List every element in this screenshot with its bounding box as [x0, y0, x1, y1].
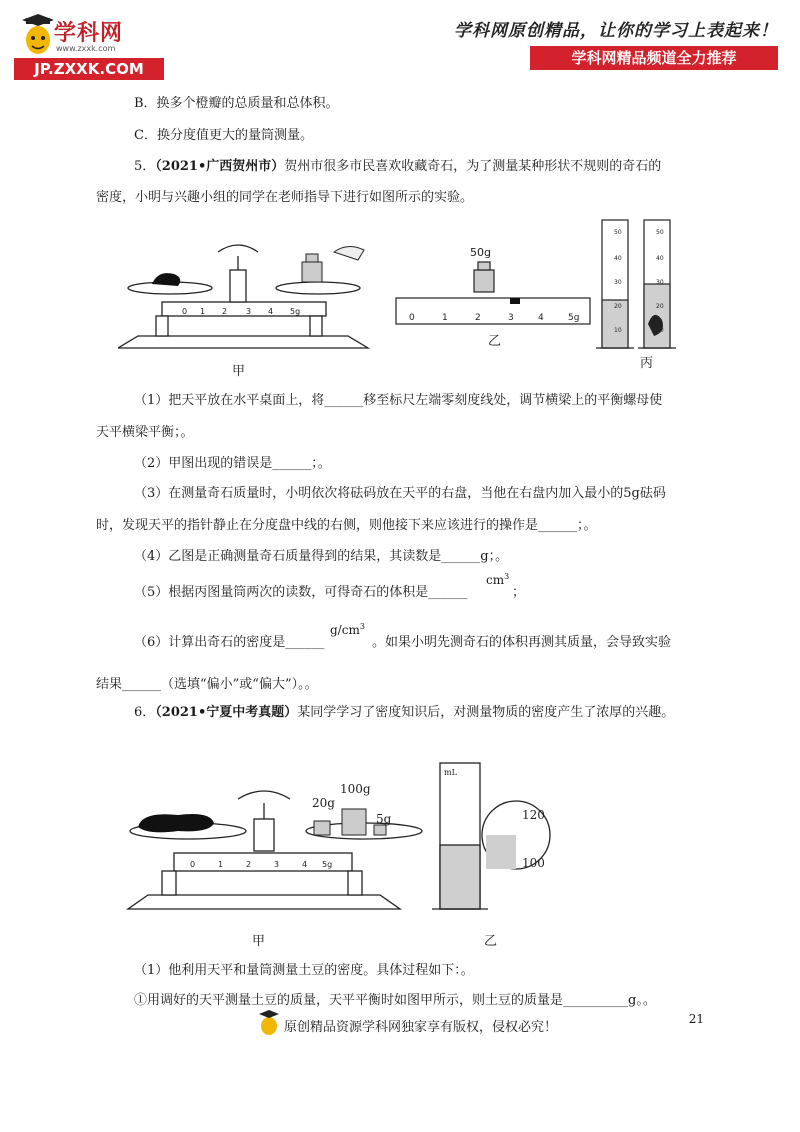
yi-scale-4: 4 — [538, 313, 544, 323]
svg-text:2: 2 — [246, 860, 252, 869]
q5-part5-sep: ； — [512, 585, 526, 600]
logo-url-bar: JP.ZXXK.COM — [14, 58, 164, 80]
question-6-number: 6． — [134, 705, 156, 720]
unit-cm3: $cm^3$ — [486, 572, 510, 587]
question-5-text: 贺州市很多市民喜欢收藏奇石，为了测量某种形状不规则的奇石的 — [284, 159, 662, 174]
option-c: C．换分度值更大的量筒测量。 — [134, 128, 313, 143]
question-6-line1 — [134, 704, 674, 722]
svg-text:30: 30 — [656, 279, 664, 286]
yi-weight-label: 50g — [470, 246, 491, 259]
cylinders-bing — [596, 220, 676, 348]
yi-scale-2: 2 — [475, 313, 481, 323]
svg-text:10: 10 — [614, 327, 622, 334]
option-b: B．换多个橙瓣的总质量和总体积。 — [134, 96, 339, 111]
yi-scale-0: 0 — [409, 313, 415, 323]
ruler-yi — [396, 262, 590, 324]
q5-part1-line2: 天平横梁平衡；。 — [96, 425, 194, 440]
jia-scale-2: 2 — [222, 307, 228, 316]
potato-shape — [138, 814, 214, 832]
q5-part4: （4）乙图是正确测量奇石质量得到的结果，其读数是______g；。 — [134, 549, 509, 564]
zoom-120: 120 — [522, 808, 545, 822]
svg-text:20: 20 — [614, 303, 622, 310]
rider — [510, 298, 520, 304]
balance-jia — [118, 245, 368, 348]
q6-part1: （1）他利用天平和量筒测量土豆的密度。具体过程如下：。 — [134, 963, 474, 978]
weight-block — [302, 262, 322, 282]
logo-text: 学科网 — [54, 21, 124, 46]
unit-gcm3: $g/cm^3$ — [330, 622, 365, 637]
figure-6-diagram — [118, 755, 578, 925]
svg-text:30: 30 — [614, 279, 622, 286]
q5-part3-line2: 时，发现天平的指针静止在分度盘中线的右侧，则他接下来应该进行的操作是______；。 — [96, 518, 597, 533]
svg-text:3: 3 — [274, 860, 280, 869]
jia-scale-1: 1 — [200, 307, 206, 316]
jia-scale-5g: 5g — [290, 307, 301, 316]
svg-text:20: 20 — [656, 303, 664, 310]
footer-text: 原创精品资源学科网独家享有版权，侵权必究！ — [284, 1020, 558, 1035]
zoom-100: 100 — [522, 856, 545, 870]
svg-text:4: 4 — [302, 860, 308, 869]
figure-6-label-jia: 甲 — [252, 934, 266, 949]
question-5-source: （2021•广西贺州市） — [155, 159, 285, 174]
q5-part6-line3: 结果______（选填“偏小”或“偏大”）。。 — [96, 677, 318, 692]
weight-100g-label: 100g — [340, 782, 371, 796]
figure-5-diagram — [118, 212, 698, 380]
q5-part6-cont: 。如果小明先测奇石的体积再测其质量，会导致实验 — [372, 635, 672, 650]
stone-shape — [152, 273, 180, 286]
page-number: 21 — [688, 1012, 704, 1026]
yi-scale-1: 1 — [442, 313, 448, 323]
jia-scale-4: 4 — [268, 307, 274, 316]
q5-part6: （6）计算出奇石的密度是______ — [134, 635, 325, 650]
question-6-source: （2021•宁夏中考真题） — [155, 705, 298, 720]
hand-shape — [334, 246, 364, 260]
svg-text:5g: 5g — [322, 860, 333, 869]
mascot-icon — [20, 14, 56, 58]
jia-scale-0: 0 — [182, 307, 188, 316]
cylinder-yi-6 — [432, 763, 550, 909]
weight-5g-label: 5g — [376, 812, 392, 826]
svg-text:50: 50 — [614, 229, 622, 236]
figure-5-label-jia: 甲 — [232, 364, 246, 379]
cylinder-unit: mL — [444, 768, 457, 777]
svg-text:50: 50 — [656, 229, 664, 236]
weight-20g-label: 20g — [312, 796, 335, 810]
question-6-text: 某同学学习了密度知识后，对测量物质的密度产生了浓厚的兴趣。 — [297, 705, 675, 720]
svg-text:40: 40 — [614, 255, 622, 262]
svg-text:40: 40 — [656, 255, 664, 262]
q5-part3-line1: （3）在测量奇石质量时，小明依次将砝码放在天平的右盘，当他在右盘内加入最小的5g砝码 — [134, 486, 666, 501]
jia-scale-3: 3 — [246, 307, 252, 316]
svg-text:1: 1 — [218, 860, 224, 869]
logo-small-url: www.zxxk.com — [56, 44, 116, 53]
q5-part2: （2）甲图出现的错误是______；。 — [134, 456, 331, 471]
q5-part5: （5）根据丙图量筒两次的读数，可得奇石的体积是______ — [134, 585, 468, 600]
figure-5-label-bing: 丙 — [640, 356, 654, 371]
balance-jia-6 — [128, 791, 422, 909]
q6-part1-step1: ①用调好的天平测量土豆的质量，天平平衡时如图甲所示，则土豆的质量是__________g。。 — [134, 993, 656, 1008]
header-slogan: 学科网原创精品，让你的学习上表起来！ — [454, 21, 778, 41]
yi-scale-3: 3 — [508, 313, 514, 323]
channel-banner: 学科网精品频道全力推荐 — [530, 46, 778, 70]
q5-part1-line1: （1）把天平放在水平桌面上，将______移至标尺左端零刻度线处，调节横梁上的平衡螺母使 — [134, 393, 663, 408]
yi-scale-5g: 5g — [568, 313, 580, 323]
figure-6-label-yi: 乙 — [484, 934, 498, 949]
figure-5-label-yi: 乙 — [488, 334, 502, 349]
site-logo[interactable] — [14, 14, 164, 76]
svg-text:0: 0 — [190, 860, 196, 869]
footer-mascot-icon — [258, 1010, 280, 1036]
question-5-line1 — [134, 158, 661, 176]
svg-text:10: 10 — [656, 327, 664, 334]
question-5-number: 5． — [134, 159, 156, 174]
question-5-line2: 密度，小明与兴趣小组的同学在老师指导下进行如图所示的实验。 — [96, 190, 474, 205]
